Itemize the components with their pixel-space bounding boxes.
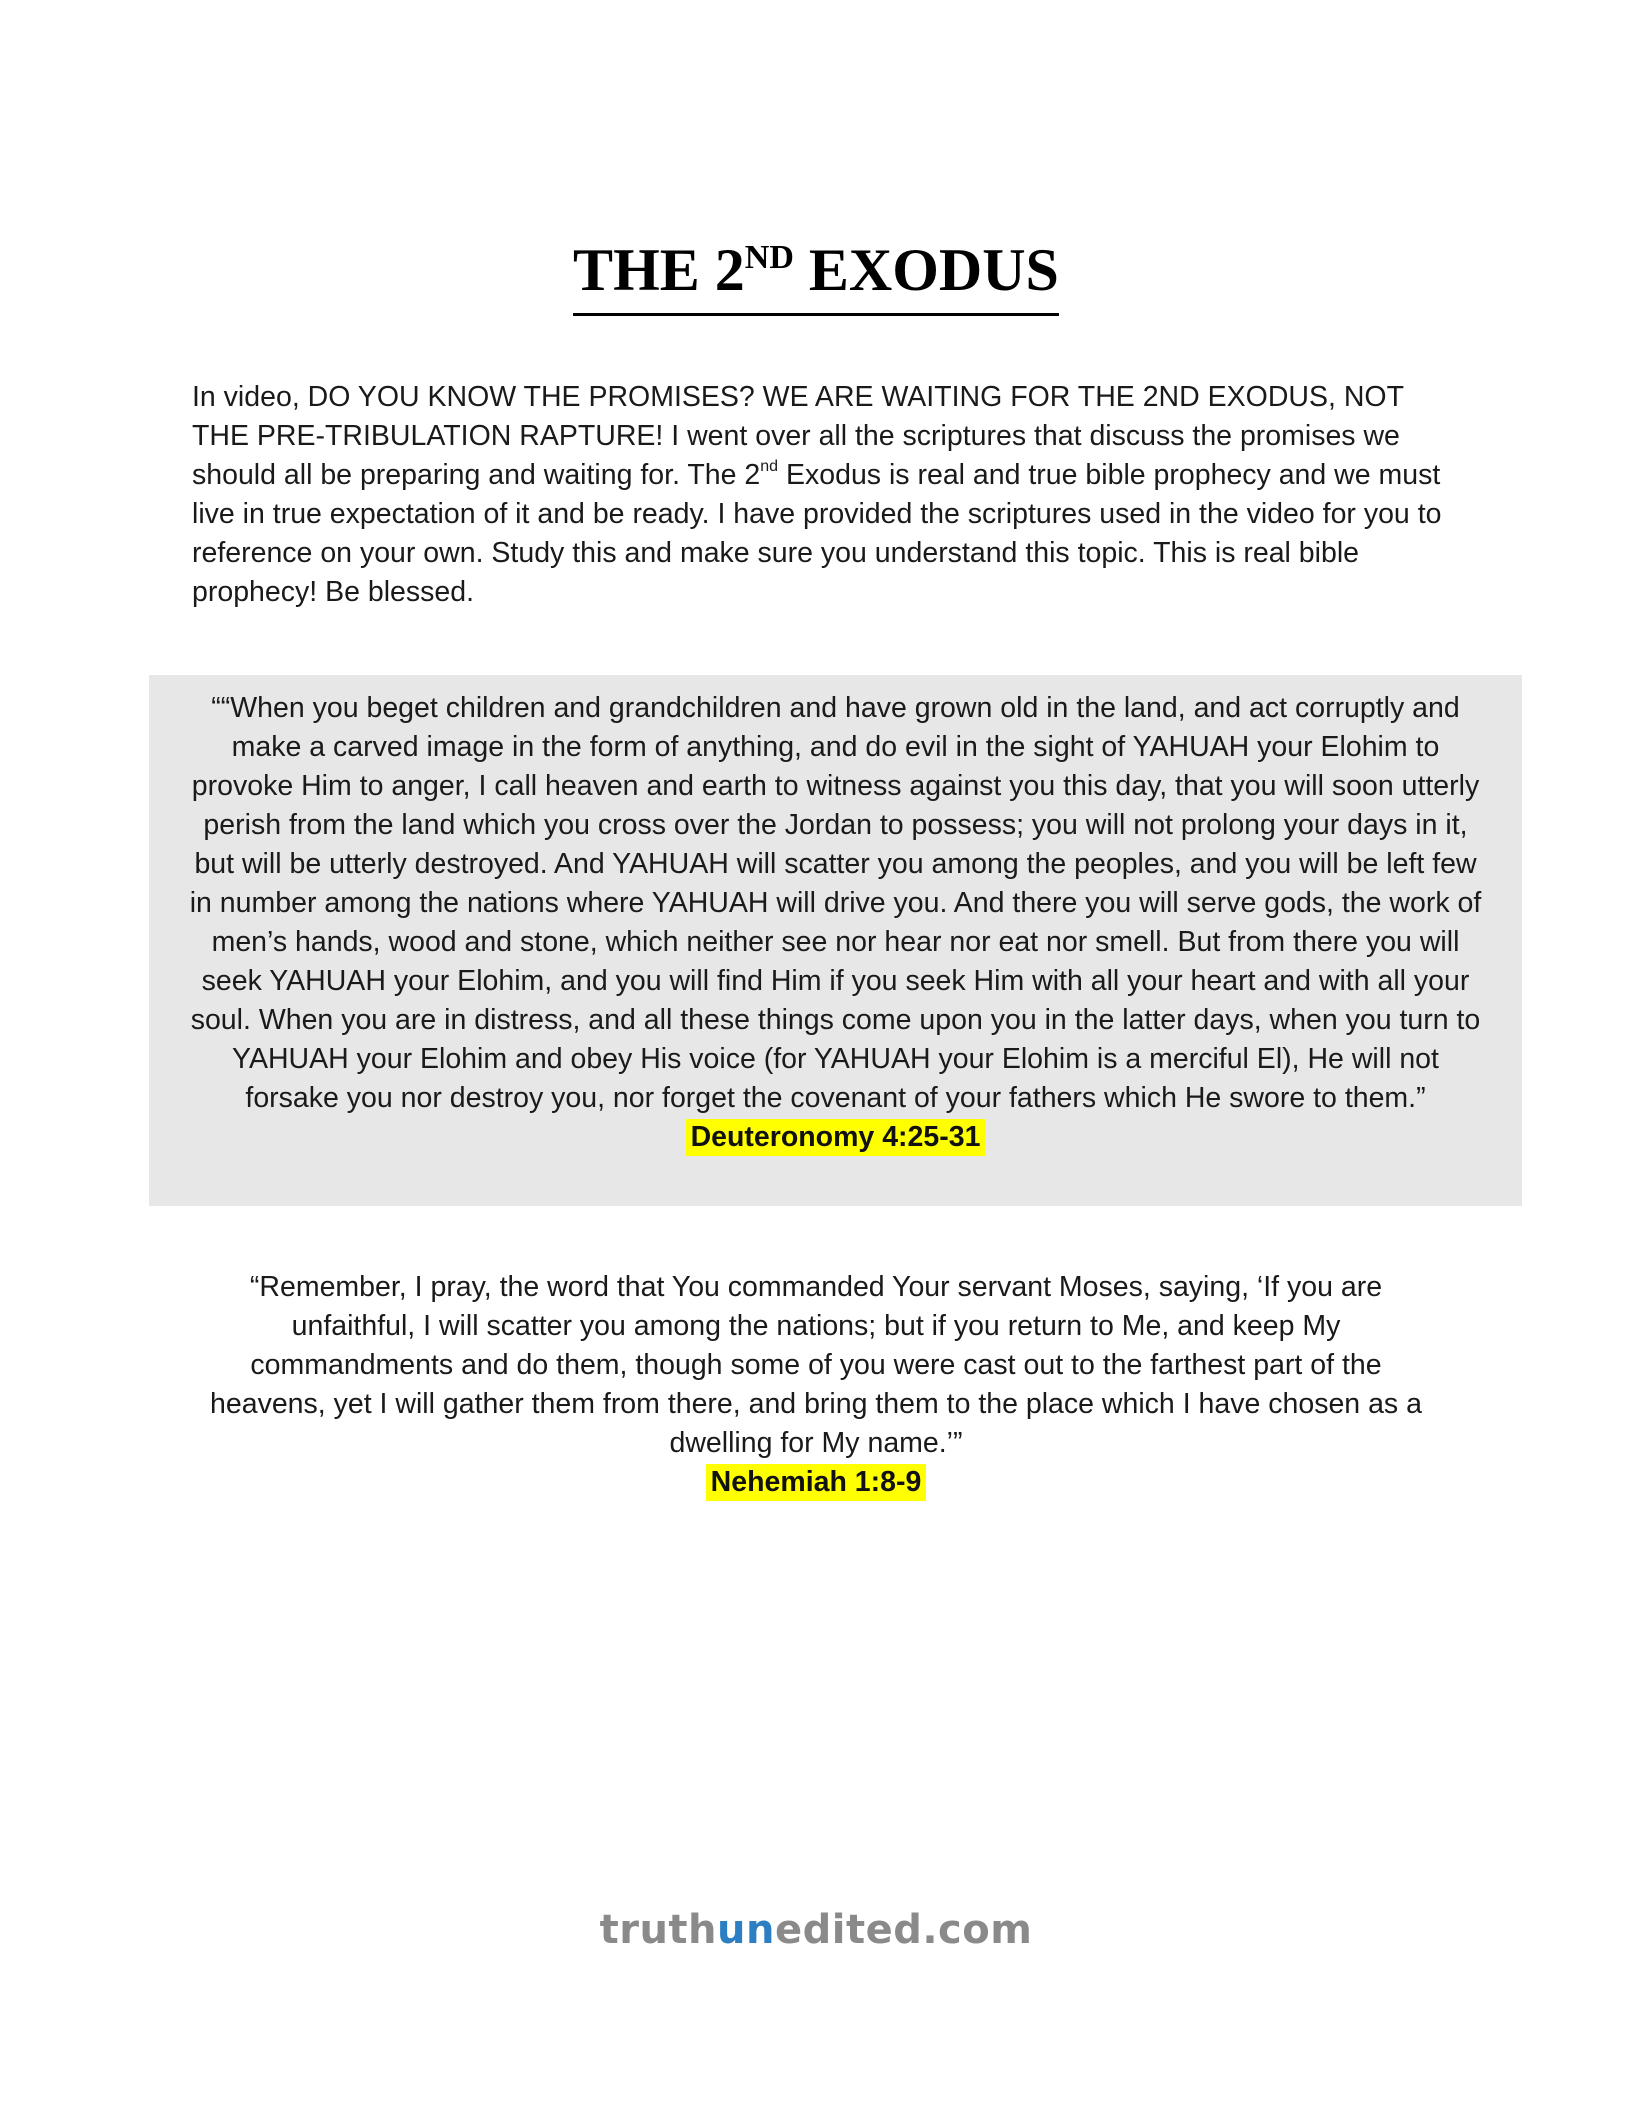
- title-text: [573, 237, 1059, 316]
- intro-paragraph: [192, 378, 1452, 612]
- title-prefix: THE 2: [573, 237, 745, 303]
- intro-part-1: In video, DO YOU KNOW THE PROMISES? WE ARE WAITING FOR THE 2ND EXODUS, NOT THE PRE-TRIBULATION RAPTURE! I went over all the scriptures that discuss the promises we should all be preparing and waiting for. The 2: [192, 381, 1404, 491]
- footer-logo: [0, 1904, 1632, 1956]
- footer-logo-part-1: truth: [599, 1907, 718, 1953]
- quote-text: “Remember, I pray, the word that You commanded Your servant Moses, saying, ‘If you are unfaithful, I will scatter you among the nations; but if you return to Me, and keep My commandments and do them, though some of you were cast out to the farthest part of the heavens, yet I will gather them from there, and bring them to the place which I have chosen as a dwelling for My name.’”: [210, 1271, 1422, 1459]
- intro-superscript: nd: [760, 458, 779, 475]
- reference-line: [189, 1463, 1443, 1502]
- quote-text: ““When you beget children and grandchildren and have grown old in the land, and act corruptly and make a carved image in the form of anything, and do evil in the sight of YAHUAH your Elohim to provoke Him to anger, I call heaven and earth to witness against you this day, that you will soon utterly perish from the land which you cross over the Jordan to possess; you will not prolong your days in it, but will be utterly destroyed. And YAHUAH will scatter you among the peoples, and you will be left few in number among the nations where YAHUAH will drive you. And there you will serve gods, the work of men’s hands, wood and stone, which neither see nor hear nor eat nor smell. But from there you will seek YAHUAH your Elohim, and you will find Him if you seek Him with all your heart and with all your soul. When you are in distress, and all these things come upon you in the latter days, when you turn to YAHUAH your Elohim and obey His voice (for YAHUAH your Elohim is a merciful El), He will not forsake you nor destroy you, nor forget the covenant of your fathers which He swore to them.”: [189, 692, 1482, 1114]
- scripture-quote-box: [149, 675, 1522, 1206]
- scripture-reference: Nehemiah 1:8-9: [706, 1464, 927, 1501]
- title-superscript: ND: [744, 239, 794, 276]
- scripture-quote-1: [189, 689, 1482, 1157]
- reference-line: [189, 1118, 1482, 1157]
- scripture-reference: Deuteronomy 4:25-31: [686, 1119, 986, 1156]
- scripture-quote-2: [189, 1268, 1443, 1502]
- footer-logo-part-2: un: [717, 1907, 775, 1953]
- page-title: [0, 234, 1632, 316]
- footer-logo-part-3: edited.com: [774, 1907, 1033, 1953]
- title-suffix: EXODUS: [793, 237, 1059, 303]
- intro-part-2: Exodus is real and true bible prophecy and we must live in true expectation of it and be ready. I have provided the scriptures used in the video for you to reference on your own. Study this and make sure you understand this topic. This is real bible prophecy! Be blessed.: [192, 459, 1442, 608]
